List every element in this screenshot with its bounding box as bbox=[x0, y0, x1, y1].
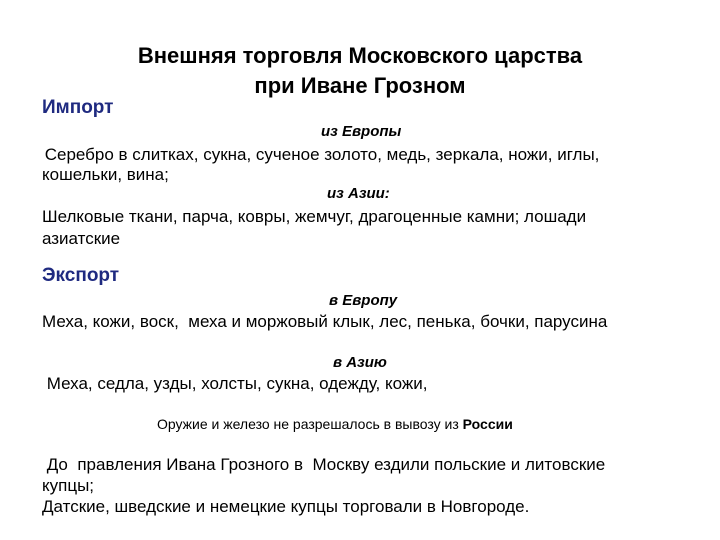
import-asia-text-line-1: Шелковые ткани, парча, ковры, жемчуг, драгоценные камни; лошади bbox=[42, 207, 587, 226]
page-title-line-1: Внешняя торговля Московского царства bbox=[137, 43, 583, 68]
export-heading: Экспорт bbox=[42, 265, 120, 286]
export-europe-label: в Европу bbox=[329, 292, 398, 309]
page-title-line-2: при Иване Грозном bbox=[254, 73, 466, 98]
note-prefix: Оружие и железо не разрешалось в вывозу из bbox=[157, 416, 463, 432]
history-line-3: Датские, шведские и немецкие купцы торговали в Новгороде. bbox=[42, 497, 530, 516]
history-line-2: купцы; bbox=[42, 476, 95, 495]
import-asia-label: из Азии: bbox=[327, 185, 390, 202]
import-europe-text-line-1: Серебро в слитках, сукна, сученое золото, медь, зеркала, ножи, иглы, bbox=[40, 145, 600, 164]
import-europe-text-line-2: кошельки, вина; bbox=[42, 165, 169, 184]
export-europe-text: Меха, кожи, воск, меха и моржовый клык, лес, пенька, бочки, парусина bbox=[42, 312, 608, 331]
import-heading: Импорт bbox=[42, 97, 114, 118]
note-emphasis: России bbox=[462, 416, 513, 432]
export-asia-label: в Азию bbox=[333, 354, 387, 371]
import-asia-text-line-2: азиатские bbox=[42, 229, 121, 248]
history-line-1: До правления Ивана Грозного в Москву ездили польские и литовские bbox=[42, 455, 606, 474]
import-europe-label: из Европы bbox=[321, 123, 402, 140]
export-asia-text: Меха, седла, узды, холсты, сукна, одежду, кожи, bbox=[42, 374, 428, 393]
export-restriction-note bbox=[157, 416, 513, 432]
